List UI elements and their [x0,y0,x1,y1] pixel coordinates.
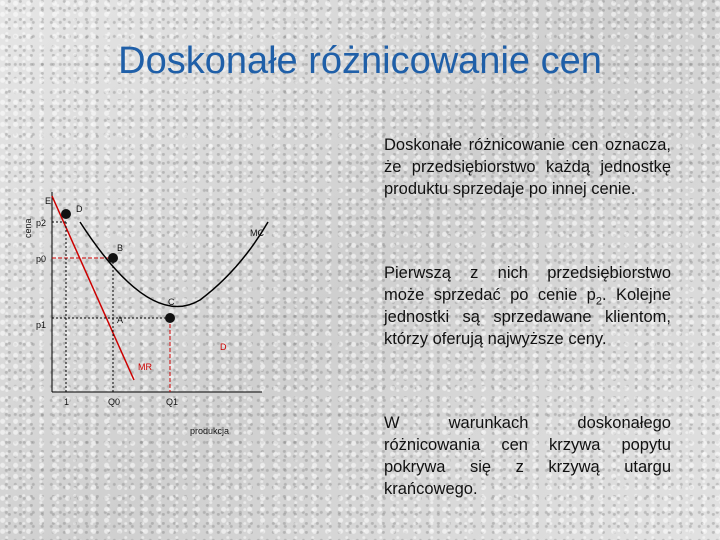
slide-title: Doskonałe różnicowanie cen [118,40,602,82]
point-label-b: B [117,243,124,253]
price-label-p0: p0 [36,254,47,264]
quantity-label-q0: Q0 [108,397,121,407]
demand-mr-line [52,196,134,380]
quantity-label-one: 1 [64,397,70,407]
price-label-p2: p2 [36,218,47,228]
point-d-top [61,209,71,219]
quantity-label-q1: Q1 [166,397,179,407]
price-subscript: 2 [595,295,602,308]
point-c [165,313,175,323]
curve-label-mr: MR [138,362,152,372]
conclusion-paragraph: W warunkach doskonałego różnicowania cen krzywa popytu pokrywa się z krzywą utargu krańcowego. [384,414,671,498]
explanation-text-start: Pierwszą z nich przedsiębiorstwo może sprzedać po cenie p [384,264,671,304]
point-label-d-top: D [76,204,83,214]
point-label-a: A [117,315,124,325]
y-axis-label: cena [23,218,33,238]
x-axis-label: produkcja [190,426,230,436]
curve-label-demand: D [220,342,227,352]
explanation-text-end: . Kolejne jednostki są sprzedawane klientom, którzy oferują najwyższe ceny. [384,286,671,348]
point-label-c: C [168,297,175,307]
definition-paragraph: Doskonałe różnicowanie cen oznacza, że przedsiębiorstwo każdą jednostkę produktu sprzedaje po innej cenie. [384,136,671,198]
explanation-paragraph [384,262,671,350]
point-label-e: E [45,196,52,206]
mc-curve [80,222,268,307]
curve-label-mc: MC [250,228,264,238]
point-b [108,253,118,263]
price-label-p1: p1 [36,320,47,330]
